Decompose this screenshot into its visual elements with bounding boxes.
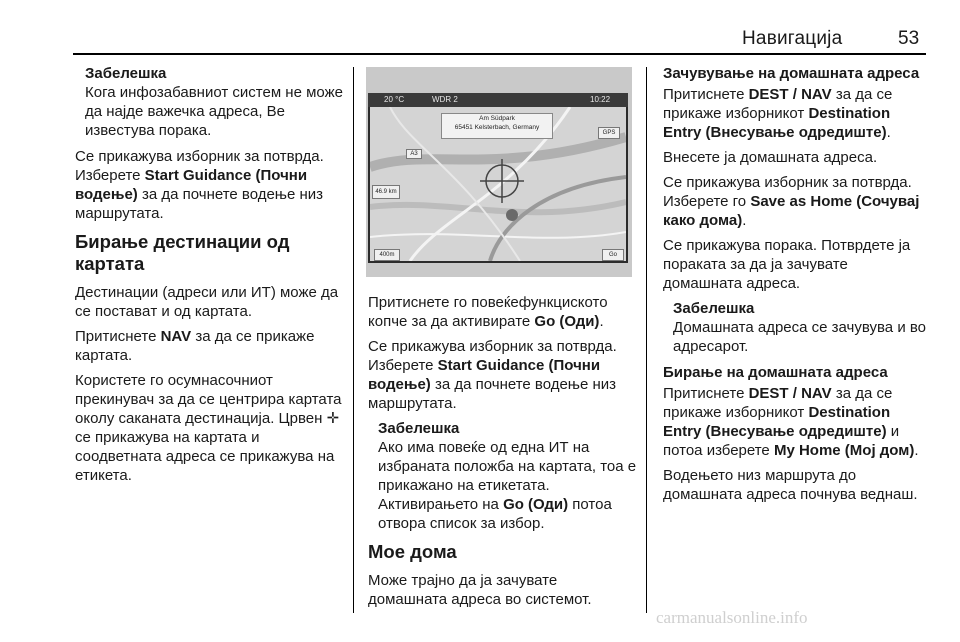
text: Притиснете	[663, 385, 749, 402]
radio-station-text: WDR 2	[432, 95, 458, 104]
button-ref: NAV	[160, 328, 192, 345]
text: .	[886, 124, 891, 141]
paragraph	[75, 327, 345, 365]
watermark: carmanualsonline.info	[656, 608, 808, 627]
paragraph	[75, 147, 345, 223]
note-title: Забелешка	[673, 300, 755, 317]
paragraph: Користете го осумнасочниот прекинувач за да се центрира картата околу саканата дестинација. Црвен ✛ се прикажува на картата и соодветната адреса се прикажува на етикета.	[75, 372, 342, 484]
address-line-2: 65451 Kelsterbach, Germany	[454, 124, 540, 131]
note-title: Забелешка	[378, 420, 460, 437]
text: .	[914, 442, 919, 459]
text: .	[599, 313, 604, 330]
subsection-heading: Бирање на домашната адреса	[663, 364, 888, 381]
column-3	[663, 64, 931, 510]
text: за да се прикаже картата.	[75, 328, 315, 364]
text: Притиснете	[663, 86, 749, 103]
text: Се прикажува изборник за потврда. Изберете	[75, 148, 324, 184]
navigation-screenshot	[366, 67, 632, 277]
button-ref: DEST / NAV	[748, 385, 832, 402]
note-title: Забелешка	[85, 65, 167, 82]
paragraph	[663, 173, 931, 230]
temperature-text: 20 °C	[384, 95, 405, 104]
menu-item-ref: Destination Entry (Внесување одредиште)	[663, 404, 891, 440]
page-header-title: Навигација	[742, 28, 843, 49]
text: .	[742, 212, 747, 229]
header-rule	[73, 53, 926, 55]
column-1	[75, 64, 345, 491]
paragraph: Се прикажува порака. Потврдете ја пораката за да ја зачувате домашната адреса.	[663, 237, 911, 292]
paragraph: Водењето низ маршрута до домашната адреса почнува веднаш.	[663, 467, 918, 503]
menu-item-ref: Save as Home (Сочувај како дома)	[663, 193, 920, 229]
text: и потоа изберете	[663, 423, 900, 459]
paragraph	[663, 384, 931, 460]
paragraph	[368, 293, 638, 331]
section-heading: Мое дома	[368, 541, 457, 562]
note-text: Ако има повеќе од една ИТ на избраната положба на картата, тоа е прикажано на етикетата. Активирањето на	[378, 439, 637, 513]
note-box	[673, 299, 931, 356]
text: за да почнете водење низ маршрутата.	[368, 376, 617, 412]
menu-item-ref: Go (Оди)	[503, 496, 569, 513]
note-box	[378, 419, 638, 533]
paragraph: Внесете ја домашната адреса.	[663, 149, 878, 166]
gps-indicator: GPS	[598, 127, 620, 139]
text: Притиснете го повеќефункциското копче за да активирате	[368, 294, 608, 330]
menu-item-ref: Start Guidance (Почни водење)	[368, 357, 601, 393]
distance-box: 46.9 km	[372, 185, 400, 199]
text: Притиснете	[75, 328, 161, 345]
subsection-heading: Зачувување на домашната адреса	[663, 65, 920, 82]
note-text: Кога инфозабавниот систем не може да најде важечка адреса, Ве известува порака.	[85, 84, 343, 139]
column-2	[368, 293, 638, 615]
page-number: 53	[898, 28, 920, 49]
note-box	[85, 64, 345, 140]
go-button[interactable]: Go	[602, 249, 624, 261]
column-divider-left	[353, 67, 354, 613]
text: за да почнете водење низ маршрутата.	[75, 186, 324, 222]
menu-item-ref: Start Guidance (Почни водење)	[75, 167, 308, 203]
note-text: Домашната адреса се зачувува и во адресарот.	[673, 319, 927, 355]
section-heading: Бирање дестинации од картата	[75, 231, 290, 274]
text: за да се прикаже изборникот	[663, 86, 893, 122]
column-divider-right	[646, 67, 647, 613]
paragraph	[663, 85, 931, 142]
text: за да се прикаже изборникот	[663, 385, 893, 421]
address-label	[441, 113, 553, 139]
button-ref: DEST / NAV	[748, 86, 832, 103]
paragraph: Дестинации (адреси или ИТ) може да се поставaт и од картата.	[75, 284, 339, 320]
note-text: потоа отвора список за избор.	[378, 496, 612, 532]
menu-item-ref: Go (Оди)	[534, 313, 600, 330]
address-line-1: Am Südpark	[479, 115, 515, 122]
road-sign: A3	[406, 149, 422, 159]
text: Се прикажува изборник за потврда. Изберете	[368, 338, 617, 374]
menu-item-ref: Destination Entry (Внесување одредиште)	[663, 105, 891, 141]
text: Се прикажува изборник за потврда. Изберете го	[663, 174, 912, 210]
clock-text: 10:22	[590, 95, 611, 104]
screen-status-bar	[368, 93, 628, 107]
paragraph: Може трајно да ја зачувате домашната адреса во системот.	[368, 572, 592, 608]
paragraph	[368, 337, 638, 413]
menu-item-ref: My Home (Мој дом)	[773, 442, 915, 459]
scale-indicator: 400m	[374, 249, 400, 261]
